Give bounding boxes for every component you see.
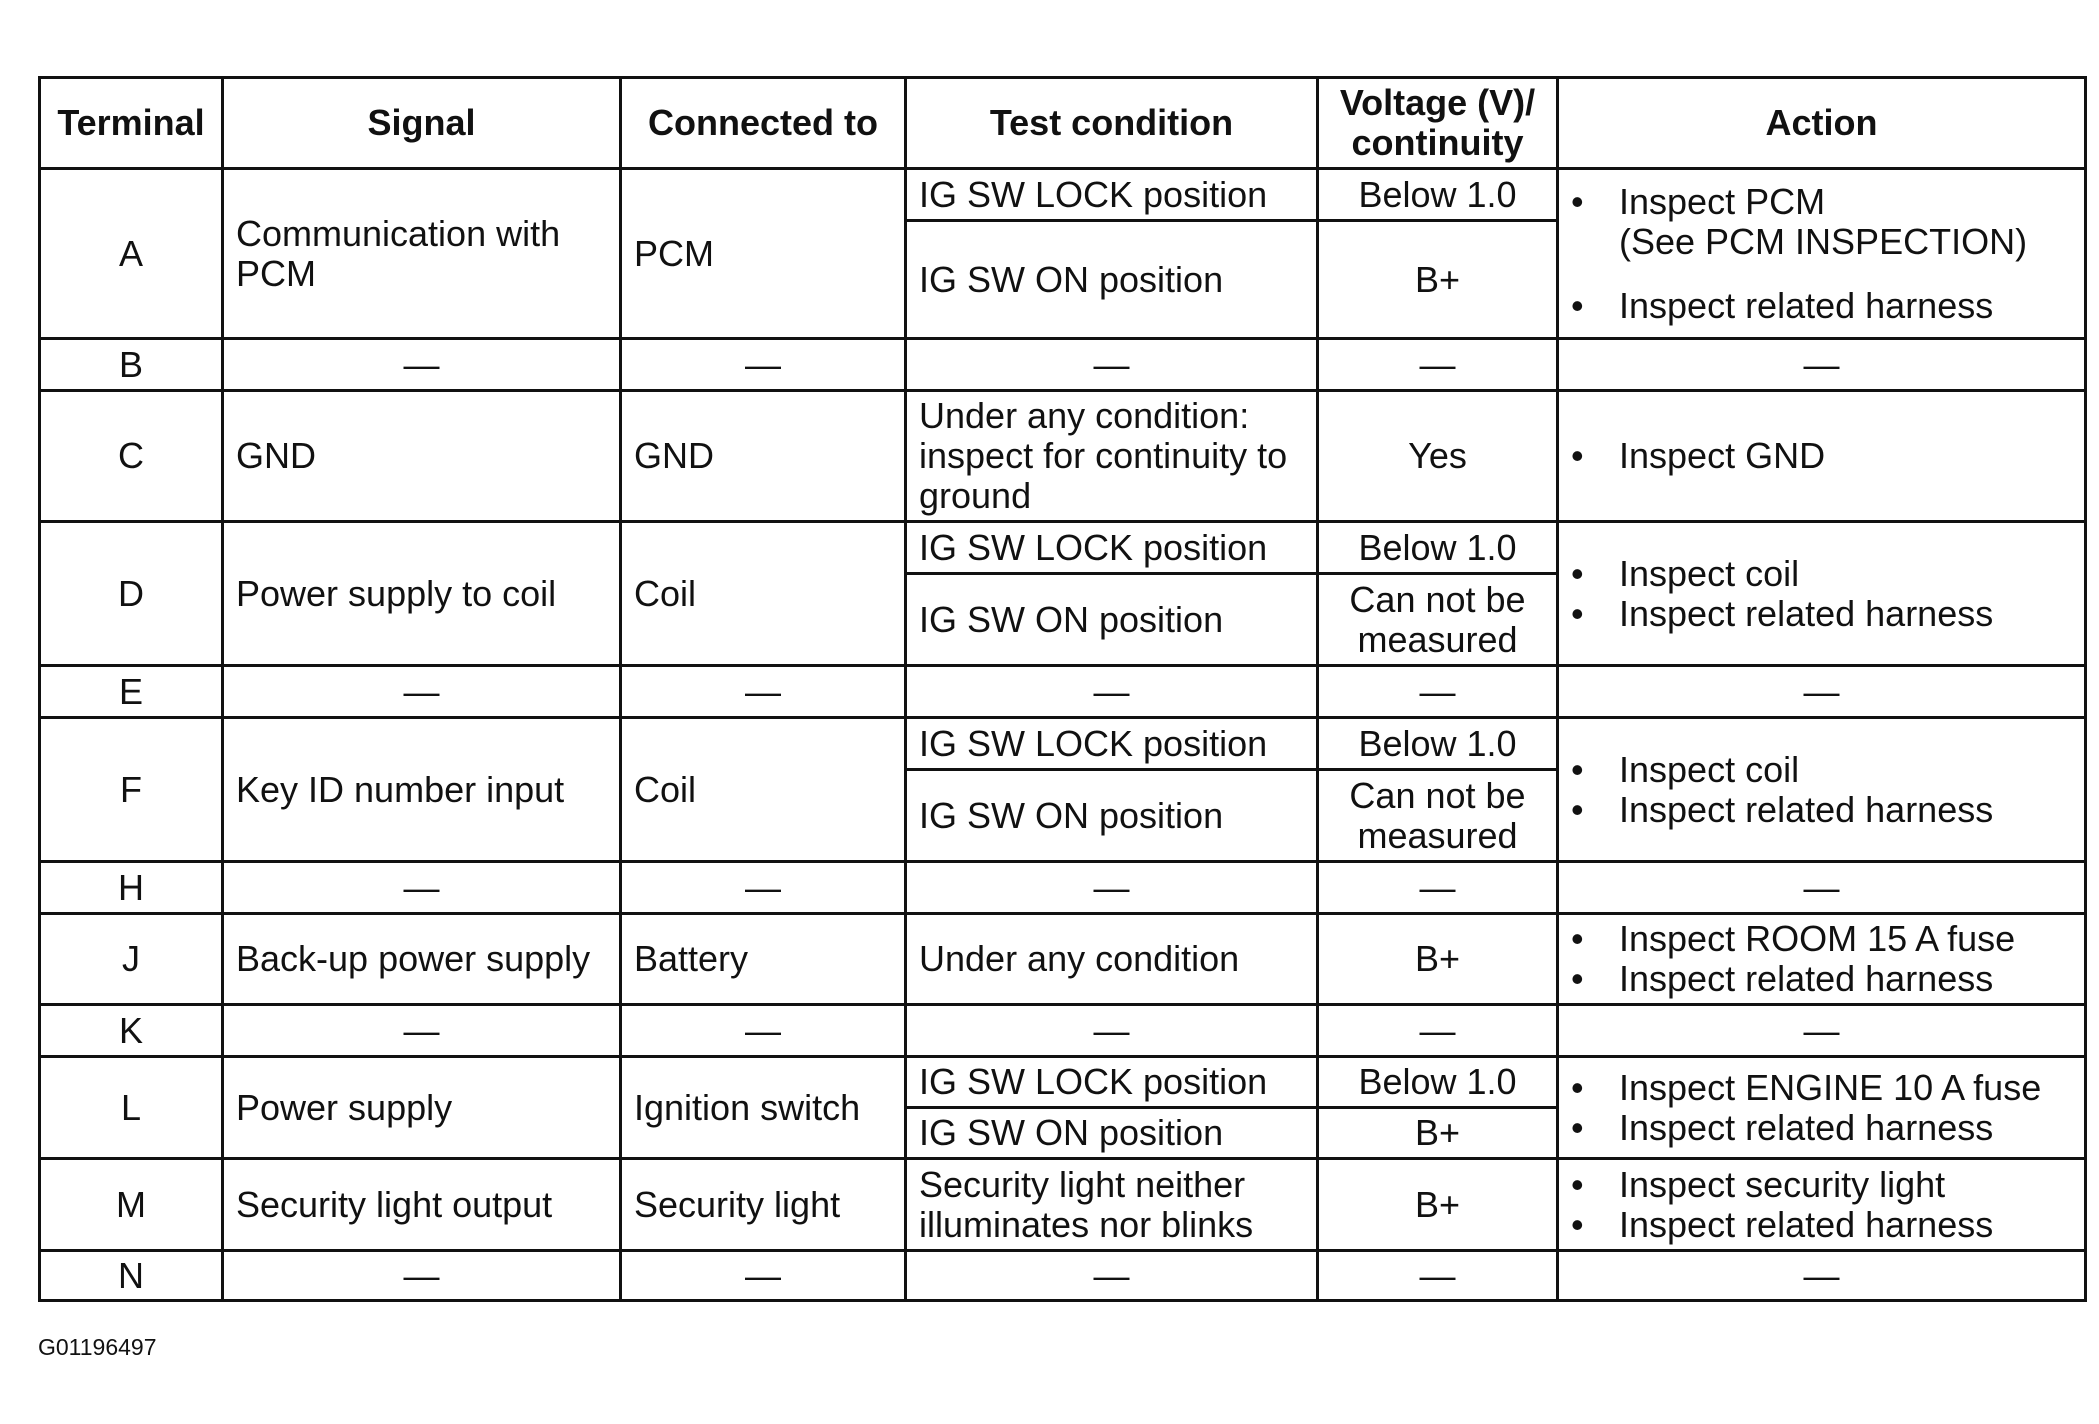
- table-row: [40, 1005, 2086, 1057]
- voltage-cell: Below 1.0: [1318, 1057, 1558, 1108]
- action-item: • Inspect related harness: [1571, 959, 2072, 999]
- voltage-cell: B+: [1318, 1108, 1558, 1159]
- action-item: • Inspect related harness: [1571, 1108, 2072, 1148]
- condition-cell: IG SW LOCK position: [906, 1057, 1318, 1108]
- signal-cell: Back-up power supply: [223, 914, 621, 1005]
- empty-cell: —: [223, 862, 621, 914]
- empty-cell: —: [1558, 862, 2086, 914]
- action-cell: [1558, 169, 2086, 339]
- condition-cell: IG SW LOCK position: [906, 522, 1318, 574]
- header-terminal: Terminal: [40, 78, 223, 169]
- action-list: [1571, 554, 2072, 634]
- terminal-cell: N: [40, 1251, 223, 1301]
- terminal-cell: A: [40, 169, 223, 339]
- action-list: [1571, 1068, 2072, 1148]
- action-item: • Inspect related harness: [1571, 790, 2072, 830]
- action-item: • Inspect GND: [1571, 436, 2072, 476]
- terminal-cell: H: [40, 862, 223, 914]
- signal-cell: GND: [223, 391, 621, 522]
- empty-cell: —: [1318, 1005, 1558, 1057]
- action-item: • Inspect security light: [1571, 1165, 2072, 1205]
- empty-cell: —: [1318, 1251, 1558, 1301]
- voltage-cell: Below 1.0: [1318, 522, 1558, 574]
- empty-cell: —: [621, 666, 906, 718]
- signal-cell: Security light output: [223, 1159, 621, 1251]
- header-voltage: [1318, 78, 1558, 169]
- header-connected-to: Connected to: [621, 78, 906, 169]
- table-row: [40, 169, 2086, 221]
- condition-cell: IG SW ON position: [906, 574, 1318, 666]
- table-row: [40, 914, 2086, 1005]
- terminal-cell: C: [40, 391, 223, 522]
- empty-cell: —: [223, 1251, 621, 1301]
- table-row: [40, 718, 2086, 770]
- action-note: (See PCM INSPECTION): [1619, 220, 2028, 262]
- table-row: [40, 339, 2086, 391]
- condition-cell: Under any condition: inspect for continuity to ground: [906, 391, 1318, 522]
- empty-cell: —: [621, 862, 906, 914]
- action-item: • Inspect ROOM 15 A fuse: [1571, 919, 2072, 959]
- terminal-cell: K: [40, 1005, 223, 1057]
- empty-cell: —: [1318, 339, 1558, 391]
- terminal-cell: E: [40, 666, 223, 718]
- action-cell: [1558, 914, 2086, 1005]
- header-action: Action: [1558, 78, 2086, 169]
- empty-cell: —: [621, 339, 906, 391]
- voltage-cell: B+: [1318, 1159, 1558, 1251]
- terminal-cell: M: [40, 1159, 223, 1251]
- connected-cell: Security light: [621, 1159, 906, 1251]
- table-row: [40, 522, 2086, 574]
- empty-cell: —: [223, 666, 621, 718]
- empty-cell: —: [1558, 339, 2086, 391]
- action-list: [1571, 436, 2072, 476]
- action-item: • Inspect related harness: [1571, 286, 2072, 326]
- action-item: • Inspect PCM (See PCM INSPECTION): [1571, 182, 2072, 262]
- action-list: [1571, 182, 2072, 326]
- action-list: [1571, 919, 2072, 999]
- table-row: [40, 1251, 2086, 1301]
- action-list: [1571, 1165, 2072, 1245]
- signal-cell: Key ID number input: [223, 718, 621, 862]
- condition-cell: IG SW LOCK position: [906, 718, 1318, 770]
- empty-cell: —: [223, 1005, 621, 1057]
- terminal-cell: J: [40, 914, 223, 1005]
- empty-cell: —: [1318, 862, 1558, 914]
- header-test-condition: Test condition: [906, 78, 1318, 169]
- voltage-cell: Below 1.0: [1318, 169, 1558, 221]
- voltage-cell: B+: [1318, 914, 1558, 1005]
- action-cell: [1558, 391, 2086, 522]
- terminal-cell: D: [40, 522, 223, 666]
- connected-cell: PCM: [621, 169, 906, 339]
- empty-cell: —: [906, 1251, 1318, 1301]
- condition-cell: IG SW ON position: [906, 221, 1318, 339]
- table-row: [40, 1159, 2086, 1251]
- connected-cell: Battery: [621, 914, 906, 1005]
- empty-cell: —: [621, 1251, 906, 1301]
- condition-cell: Security light neither illuminates nor blinks: [906, 1159, 1318, 1251]
- header-row: [40, 78, 2086, 169]
- table-row: [40, 1057, 2086, 1108]
- action-item: • Inspect coil: [1571, 750, 2072, 790]
- action-item: • Inspect related harness: [1571, 1205, 2072, 1245]
- terminal-inspection-table: [38, 76, 2087, 1302]
- table-row: [40, 666, 2086, 718]
- action-cell: [1558, 522, 2086, 666]
- empty-cell: —: [906, 666, 1318, 718]
- table-row: [40, 391, 2086, 522]
- terminal-cell: B: [40, 339, 223, 391]
- condition-cell: IG SW ON position: [906, 770, 1318, 862]
- table-row: [40, 862, 2086, 914]
- empty-cell: —: [906, 339, 1318, 391]
- signal-cell: Power supply: [223, 1057, 621, 1159]
- connected-cell: Ignition switch: [621, 1057, 906, 1159]
- terminal-cell: F: [40, 718, 223, 862]
- voltage-cell: B+: [1318, 221, 1558, 339]
- empty-cell: —: [1318, 666, 1558, 718]
- header-voltage-line1: Voltage (V)/: [1339, 82, 1536, 123]
- empty-cell: —: [1558, 1005, 2086, 1057]
- connected-cell: GND: [621, 391, 906, 522]
- voltage-cell: Yes: [1318, 391, 1558, 522]
- action-cell: [1558, 1159, 2086, 1251]
- header-signal: Signal: [223, 78, 621, 169]
- condition-cell: IG SW ON position: [906, 1108, 1318, 1159]
- voltage-cell: Can not be measured: [1318, 770, 1558, 862]
- action-item: • Inspect coil: [1571, 554, 2072, 594]
- empty-cell: —: [1558, 666, 2086, 718]
- action-item: • Inspect ENGINE 10 A fuse: [1571, 1068, 2072, 1108]
- condition-cell: Under any condition: [906, 914, 1318, 1005]
- empty-cell: —: [223, 339, 621, 391]
- empty-cell: —: [906, 862, 1318, 914]
- signal-cell: Power supply to coil: [223, 522, 621, 666]
- figure-code: G01196497: [38, 1334, 157, 1360]
- action-item: • Inspect related harness: [1571, 594, 2072, 634]
- empty-cell: —: [906, 1005, 1318, 1057]
- condition-cell: IG SW LOCK position: [906, 169, 1318, 221]
- action-list: [1571, 750, 2072, 830]
- connected-cell: Coil: [621, 718, 906, 862]
- empty-cell: —: [1558, 1251, 2086, 1301]
- action-cell: [1558, 1057, 2086, 1159]
- header-voltage-line2: continuity: [1351, 122, 1524, 163]
- voltage-cell: Below 1.0: [1318, 718, 1558, 770]
- action-cell: [1558, 718, 2086, 862]
- voltage-cell: Can not be measured: [1318, 574, 1558, 666]
- signal-cell: Communication with PCM: [223, 169, 621, 339]
- connected-cell: Coil: [621, 522, 906, 666]
- terminal-cell: L: [40, 1057, 223, 1159]
- empty-cell: —: [621, 1005, 906, 1057]
